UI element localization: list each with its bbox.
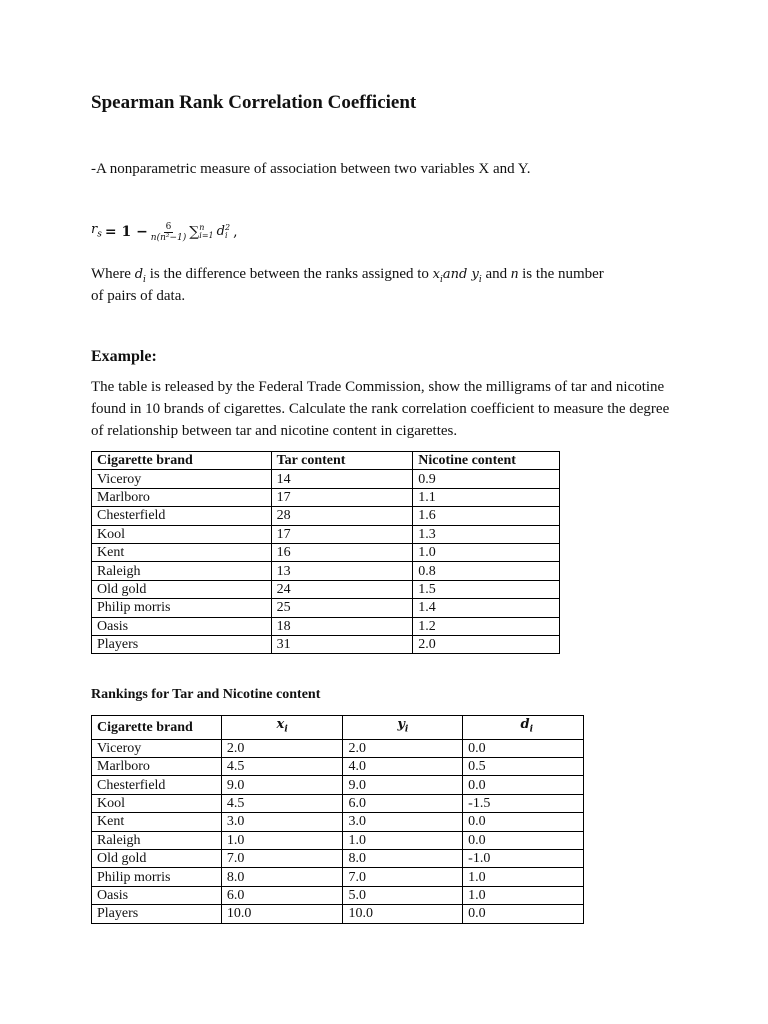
table-row bbox=[92, 525, 560, 543]
table-row bbox=[92, 635, 560, 653]
table-cell: 1.3 bbox=[413, 525, 560, 543]
table-row bbox=[92, 739, 584, 757]
table-row bbox=[92, 886, 584, 904]
table-cell: Oasis bbox=[92, 617, 272, 635]
table-cell: 16 bbox=[271, 543, 413, 561]
table-cell: 6.0 bbox=[221, 886, 343, 904]
table-row bbox=[92, 831, 584, 849]
table-cell: 1.0 bbox=[413, 543, 560, 561]
table-cell: 10.0 bbox=[221, 905, 343, 923]
table-cell: 4.5 bbox=[221, 794, 343, 812]
table-cell: 28 bbox=[271, 507, 413, 525]
table-cell: 1.4 bbox=[413, 599, 560, 617]
table-cell: 10.0 bbox=[343, 905, 463, 923]
table-row bbox=[92, 868, 584, 886]
table-header-row bbox=[92, 716, 584, 740]
table-row bbox=[92, 507, 560, 525]
table-cell: 9.0 bbox=[221, 776, 343, 794]
formula-term: d 2 i bbox=[216, 222, 231, 240]
table-cell: Oasis bbox=[92, 886, 222, 904]
formula-lhs: $r_s$ bbox=[91, 222, 102, 240]
table-cell: 8.0 bbox=[343, 849, 463, 867]
table-cell: 0.0 bbox=[463, 813, 584, 831]
table-cell: 2.0 bbox=[413, 635, 560, 653]
table-cell: 1.6 bbox=[413, 507, 560, 525]
table-row bbox=[92, 757, 584, 775]
column-header: Cigarette brand bbox=[92, 452, 272, 470]
table-cell: 24 bbox=[271, 580, 413, 598]
table-cell: 4.5 bbox=[221, 757, 343, 775]
table-cell: Old gold bbox=[92, 849, 222, 867]
table-cell: 4.0 bbox=[343, 757, 463, 775]
column-header: Tar content bbox=[271, 452, 413, 470]
table-cell: 1.0 bbox=[343, 831, 463, 849]
table-cell: 17 bbox=[271, 525, 413, 543]
table-row bbox=[92, 617, 560, 635]
column-header-x: $x_i$ bbox=[221, 716, 343, 740]
table-cell: 0.8 bbox=[413, 562, 560, 580]
column-header-d: $d_i$ bbox=[463, 716, 584, 740]
intro-text: -A nonparametric measure of association between two variables X and Y. bbox=[91, 161, 531, 177]
table-cell: 0.0 bbox=[463, 831, 584, 849]
table-cell: 2.0 bbox=[343, 739, 463, 757]
table-cell: Viceroy bbox=[92, 739, 222, 757]
table-row bbox=[92, 794, 584, 812]
column-header: Nicotine content bbox=[413, 452, 560, 470]
table-cell: Marlboro bbox=[92, 757, 222, 775]
table-row bbox=[92, 488, 560, 506]
table-cell: Philip morris bbox=[92, 868, 222, 886]
table-cell: Raleigh bbox=[92, 562, 272, 580]
table-cell: Chesterfield bbox=[92, 507, 272, 525]
example-heading: Example: bbox=[91, 348, 157, 365]
table-row bbox=[92, 470, 560, 488]
formula-fraction: $\frac{6}{\text{n(n²−1)}}$ bbox=[150, 221, 187, 243]
where-line-1: Where $d_i$ is the difference between the ranks assigned to $x_iand$ $y_i$ and n is the number bbox=[91, 266, 604, 285]
table-cell: Chesterfield bbox=[92, 776, 222, 794]
table-cell: 0.0 bbox=[463, 776, 584, 794]
table-cell: -1.0 bbox=[463, 849, 584, 867]
table-row bbox=[92, 905, 584, 923]
formula-sum: ∑ n i=1 bbox=[189, 223, 214, 241]
table-cell: 13 bbox=[271, 562, 413, 580]
table-row bbox=[92, 599, 560, 617]
formula-eq: = 1 − bbox=[104, 224, 148, 241]
table-cell: 1.0 bbox=[463, 886, 584, 904]
table-cell: 31 bbox=[271, 635, 413, 653]
table-cell: 5.0 bbox=[343, 886, 463, 904]
spearman-formula: $r_s$ = 1 − $\frac{6}{\text{n(n²−1)}}$ ∑ n i=1 d 2 i , bbox=[91, 219, 238, 246]
table-cell: 1.0 bbox=[221, 831, 343, 849]
table-cell: 1.2 bbox=[413, 617, 560, 635]
table-cell: 1.5 bbox=[413, 580, 560, 598]
table-cell: 0.9 bbox=[413, 470, 560, 488]
table-cell: 6.0 bbox=[343, 794, 463, 812]
table-cell: 0.0 bbox=[463, 739, 584, 757]
table-cell: 17 bbox=[271, 488, 413, 506]
table-cell: Kent bbox=[92, 543, 272, 561]
table-cell: Old gold bbox=[92, 580, 272, 598]
table-row bbox=[92, 562, 560, 580]
table-cell: 7.0 bbox=[343, 868, 463, 886]
table-row bbox=[92, 849, 584, 867]
rankings-heading: Rankings for Tar and Nicotine content bbox=[91, 687, 321, 702]
tar-nicotine-table bbox=[91, 451, 560, 654]
table-cell: Philip morris bbox=[92, 599, 272, 617]
column-header: Cigarette brand bbox=[92, 716, 222, 740]
table-cell: Kent bbox=[92, 813, 222, 831]
table-cell: 14 bbox=[271, 470, 413, 488]
where-line-2: of pairs of data. bbox=[91, 288, 186, 304]
table-cell: Raleigh bbox=[92, 831, 222, 849]
table-cell: Players bbox=[92, 905, 222, 923]
table-row bbox=[92, 776, 584, 794]
table-cell: 3.0 bbox=[343, 813, 463, 831]
table-cell: 0.5 bbox=[463, 757, 584, 775]
table-cell: 1.0 bbox=[463, 868, 584, 886]
column-header-y: $y_i$ bbox=[343, 716, 463, 740]
table-cell: Marlboro bbox=[92, 488, 272, 506]
table-cell: 3.0 bbox=[221, 813, 343, 831]
example-text: The table is released by the Federal Trade Commission, show the milligrams of tar and nicotine found in 10 brands of cigarettes. Calculate the rank correlation coefficient to measure the degree of relationship between tar and nicotine content in cigarettes. bbox=[91, 379, 670, 439]
table-cell: 18 bbox=[271, 617, 413, 635]
table-cell: 25 bbox=[271, 599, 413, 617]
table-cell: Players bbox=[92, 635, 272, 653]
table-row bbox=[92, 813, 584, 831]
document-title: Spearman Rank Correlation Coefficient bbox=[91, 92, 417, 113]
table-cell: 0.0 bbox=[463, 905, 584, 923]
table-cell: 9.0 bbox=[343, 776, 463, 794]
table-cell: 7.0 bbox=[221, 849, 343, 867]
table-row bbox=[92, 543, 560, 561]
table-cell: Kool bbox=[92, 794, 222, 812]
table-header-row bbox=[92, 452, 560, 470]
rankings-table bbox=[91, 715, 584, 924]
table-row bbox=[92, 580, 560, 598]
table-cell: -1.5 bbox=[463, 794, 584, 812]
table-cell: 8.0 bbox=[221, 868, 343, 886]
table-cell: Viceroy bbox=[92, 470, 272, 488]
table-cell: Kool bbox=[92, 525, 272, 543]
table-cell: 2.0 bbox=[221, 739, 343, 757]
table-cell: 1.1 bbox=[413, 488, 560, 506]
